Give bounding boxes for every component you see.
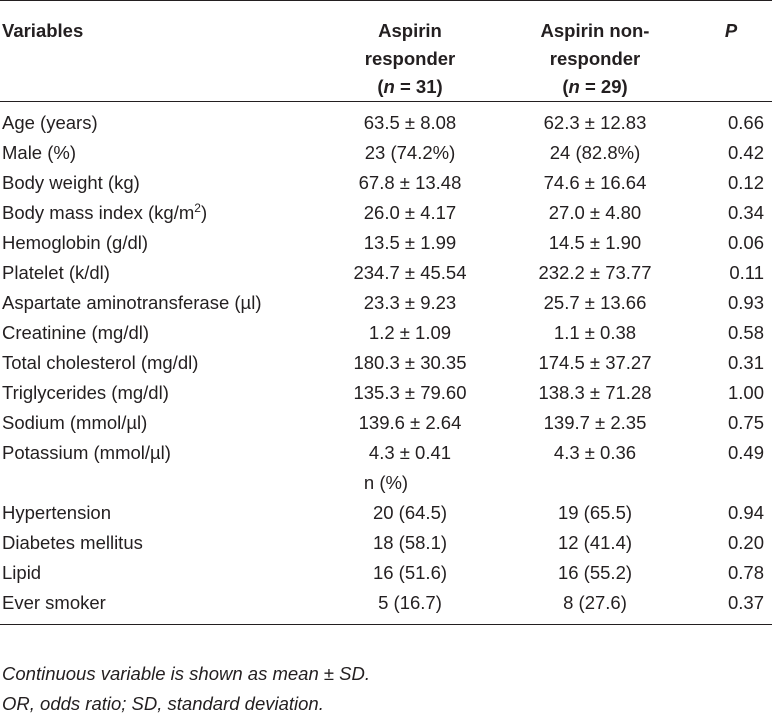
cell-responder: 23.3 ± 9.23 (363, 292, 457, 313)
cell-variable: Triglycerides (mg/dl) (2, 382, 169, 403)
cell-variable: Total cholesterol (mg/dl) (2, 352, 199, 373)
table-row (0, 408, 772, 438)
header-variables: Variables (2, 20, 84, 41)
cell-nonresponder: 8 (27.6) (500, 588, 690, 625)
cell-responder: 26.0 ± 4.17 (363, 202, 457, 223)
cell-nonresponder: 232.2 ± 73.77 (538, 262, 652, 283)
cell-p: 0.20 (727, 532, 764, 553)
table-row (0, 102, 772, 139)
cell-p: 0.11 (729, 262, 764, 283)
table-row (0, 348, 772, 378)
cell-variable: Body weight (kg) (2, 172, 140, 193)
cell-p: 0.78 (727, 562, 764, 583)
cell-p: 0.94 (727, 502, 764, 523)
cell-nonresponder: 12 (41.4) (557, 532, 633, 553)
table-row (0, 558, 772, 588)
header-nonresponder-line2: responder (549, 48, 641, 69)
header-p: P (724, 20, 738, 41)
table-footnotes (2, 659, 370, 719)
bmi-label: Body mass index (kg/m (2, 202, 195, 223)
cell-responder: 20 (64.5) (372, 502, 448, 523)
cell-p: 0.06 (727, 232, 764, 253)
header-responder (320, 1, 500, 102)
cell-responder: 180.3 ± 30.35 (353, 352, 467, 373)
bmi-label-tail: ) (200, 202, 208, 223)
cell-p: 0.42 (727, 142, 764, 163)
section-label: n (%) (363, 472, 409, 493)
header-nonresponder-n-rest: = 29) (579, 76, 628, 97)
cell-variable: Creatinine (mg/dl) (2, 322, 150, 343)
header-nonresponder (500, 1, 690, 102)
cell-responder: 135.3 ± 79.60 (353, 382, 467, 403)
table-row (0, 588, 772, 625)
cell-p: 0.58 (727, 322, 764, 343)
cell-p: 0.34 (727, 202, 764, 223)
cell-nonresponder: 19 (65.5) (557, 502, 633, 523)
header-responder-line1: Aspirin (378, 20, 442, 41)
cell-variable: Hypertension (2, 502, 112, 523)
cell-responder: 234.7 ± 45.54 (353, 262, 467, 283)
cell-variable: Age (years) (2, 112, 98, 133)
table-row (0, 498, 772, 528)
cell-nonresponder: 139.7 ± 2.35 (543, 412, 647, 433)
table-row (0, 318, 772, 348)
cell-nonresponder: 62.3 ± 12.83 (543, 112, 647, 133)
header-responder-n-open: ( (377, 76, 384, 97)
header-nonresponder-line1: Aspirin non- (540, 20, 650, 41)
cell-p: 0.49 (727, 442, 764, 463)
cell-variable: Hemoglobin (g/dl) (2, 232, 149, 253)
cell-variable: Platelet (k/dl) (2, 262, 110, 283)
table-row (0, 288, 772, 318)
table-header (0, 1, 772, 102)
cell-responder: 13.5 ± 1.99 (363, 232, 457, 253)
table-row (0, 198, 772, 228)
cell-responder: 5 (16.7) (320, 588, 500, 625)
cell-p: 0.93 (727, 292, 764, 313)
cell-p: 0.37 (690, 588, 772, 625)
header-responder-n (320, 73, 500, 101)
cell-responder: 1.2 ± 1.09 (368, 322, 452, 343)
table-row (0, 258, 772, 288)
cell-responder: 139.6 ± 2.64 (358, 412, 462, 433)
cell-variable: Diabetes mellitus (2, 532, 143, 553)
cell-nonresponder: 138.3 ± 71.28 (538, 382, 652, 403)
cell-variable: Ever smoker (0, 588, 320, 625)
cell-variable: Lipid (2, 562, 42, 583)
cell-nonresponder: 24 (82.8%) (549, 142, 641, 163)
cell-nonresponder: 25.7 ± 13.66 (543, 292, 647, 313)
bmi-superscript: 2 (194, 201, 201, 215)
cell-responder: 23 (74.2%) (364, 142, 456, 163)
table-row (0, 138, 772, 168)
table-row (0, 168, 772, 198)
header-responder-line2: responder (364, 48, 456, 69)
cell-responder: 67.8 ± 13.48 (358, 172, 462, 193)
cell-responder: 16 (51.6) (372, 562, 448, 583)
header-nonresponder-n-var: n (568, 76, 580, 97)
table-body (0, 102, 772, 625)
cell-variable: Aspartate aminotransferase (µl) (2, 292, 262, 313)
table-row (0, 438, 772, 468)
cell-nonresponder: 4.3 ± 0.36 (553, 442, 637, 463)
cell-variable: Sodium (mmol/µl) (2, 412, 148, 433)
cell-variable: Male (%) (2, 142, 77, 163)
table-row (0, 378, 772, 408)
cell-nonresponder: 27.0 ± 4.80 (548, 202, 642, 223)
cell-nonresponder: 174.5 ± 37.27 (538, 352, 652, 373)
header-nonresponder-n-open: ( (562, 76, 569, 97)
cell-p: 0.31 (727, 352, 764, 373)
cell-nonresponder: 1.1 ± 0.38 (553, 322, 637, 343)
cell-nonresponder: 14.5 ± 1.90 (548, 232, 642, 253)
cell-responder: 4.3 ± 0.41 (368, 442, 452, 463)
footnote-line1: Continuous variable is shown as mean ± SD. (2, 663, 371, 684)
footnote-line2: OR, odds ratio; SD, standard deviation. (2, 693, 324, 714)
cell-nonresponder: 16 (55.2) (557, 562, 633, 583)
section-row (0, 468, 772, 498)
cell-responder: 63.5 ± 8.08 (363, 112, 457, 133)
cell-p: 0.12 (727, 172, 764, 193)
cell-variable (0, 198, 320, 228)
table-row (0, 228, 772, 258)
cell-p: 1.00 (727, 382, 764, 403)
cell-p: 0.75 (727, 412, 764, 433)
cell-p: 0.66 (727, 112, 764, 133)
header-responder-n-var: n (383, 76, 395, 97)
header-row (0, 1, 772, 102)
table-row (0, 528, 772, 558)
cell-responder: 18 (58.1) (372, 532, 448, 553)
cell-variable: Potassium (mmol/µl) (2, 442, 171, 463)
cell-nonresponder: 74.6 ± 16.64 (543, 172, 647, 193)
header-responder-n-rest: = 31) (394, 76, 443, 97)
header-nonresponder-n (500, 73, 690, 101)
